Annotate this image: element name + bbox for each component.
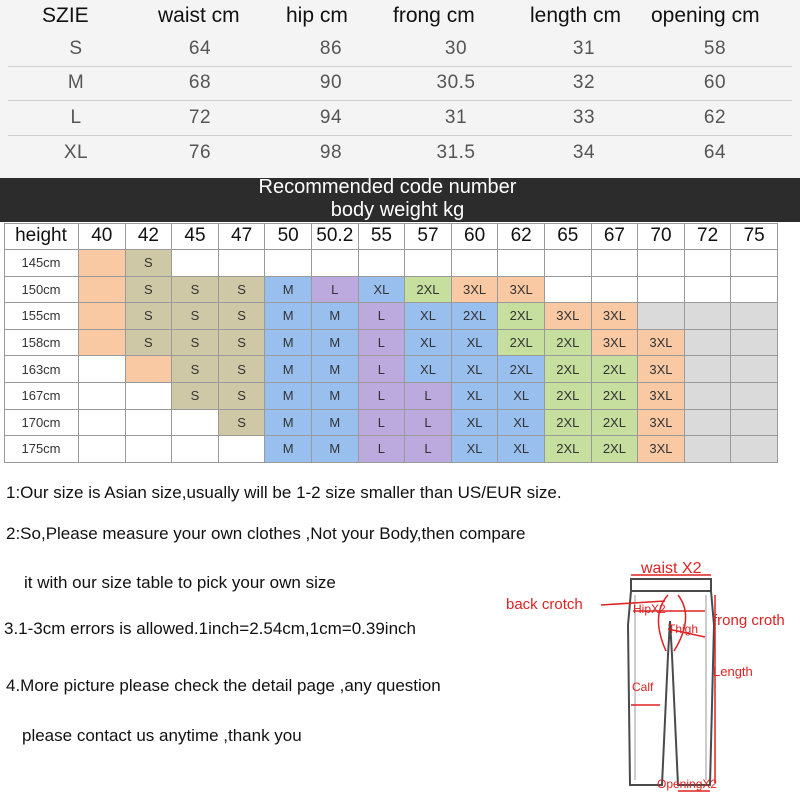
size-cell: XL — [452, 383, 499, 410]
size-cell: L — [405, 383, 452, 410]
size-cell: XL — [452, 356, 499, 383]
weight-header: 42 — [126, 223, 173, 250]
size-cell — [79, 277, 126, 304]
size-cell — [359, 250, 406, 277]
size-table — [0, 0, 800, 178]
height-row-label: 150cm — [4, 277, 79, 304]
opening-header: opening cm — [651, 4, 760, 27]
size-value: 76 — [188, 142, 212, 163]
size-cell: 2XL — [592, 356, 639, 383]
pants-outline-icon — [500, 555, 800, 800]
size-cell: 3XL — [452, 277, 499, 304]
size-cell — [79, 303, 126, 330]
size-value: 30 — [444, 38, 468, 59]
size-cell: M — [265, 330, 312, 357]
size-cell: L — [359, 356, 406, 383]
size-cell: 2XL — [545, 330, 592, 357]
size-cell: XL — [498, 410, 545, 437]
size-cell: S — [126, 303, 173, 330]
size-cell — [592, 277, 639, 304]
thigh-label: Thigh — [668, 622, 699, 636]
size-cell: XL — [452, 436, 499, 463]
size-cell: 3XL — [638, 356, 685, 383]
size-label: S — [69, 38, 83, 59]
size-value: 33 — [572, 107, 596, 128]
hip-header: hip cm — [286, 4, 348, 27]
size-cell: L — [359, 303, 406, 330]
size-cell: L — [359, 330, 406, 357]
height-row-label: 175cm — [4, 436, 79, 463]
weight-header: 45 — [172, 223, 219, 250]
size-cell: XL — [405, 356, 452, 383]
note-2-continued: it with our size table to pick your own size — [24, 573, 336, 592]
weight-header: 40 — [79, 223, 126, 250]
calf-label: Calf — [632, 680, 654, 694]
size-cell — [79, 436, 126, 463]
size-cell: M — [265, 303, 312, 330]
row-divider — [8, 135, 792, 136]
weight-header: 75 — [731, 223, 778, 250]
size-cell — [172, 410, 219, 437]
note-4-continued: please contact us anytime ,thank you — [22, 726, 302, 745]
size-cell — [638, 277, 685, 304]
size-cell: S — [172, 383, 219, 410]
note-1: 1:Our size is Asian size,usually will be 1-2 size smaller than US/EUR size. — [6, 483, 562, 502]
size-cell: XL — [405, 303, 452, 330]
size-cell — [685, 356, 732, 383]
size-cell: M — [265, 410, 312, 437]
size-cell: XL — [498, 383, 545, 410]
size-cell: 3XL — [592, 330, 639, 357]
waist-label: waist X2 — [641, 560, 702, 577]
size-cell: 2XL — [545, 383, 592, 410]
weight-header: 65 — [545, 223, 592, 250]
size-cell — [219, 436, 266, 463]
size-header: SZIE — [42, 4, 89, 27]
height-corner-label: height — [4, 223, 79, 250]
measurement-diagram — [500, 555, 800, 800]
size-cell — [685, 277, 732, 304]
size-cell — [79, 330, 126, 357]
weight-header: 70 — [638, 223, 685, 250]
size-cell: XL — [405, 330, 452, 357]
weight-header: 72 — [685, 223, 732, 250]
size-cell — [731, 330, 778, 357]
height-row-label: 167cm — [4, 383, 79, 410]
size-cell — [79, 410, 126, 437]
row-divider — [8, 100, 792, 101]
size-cell: S — [219, 303, 266, 330]
size-cell — [172, 250, 219, 277]
size-cell: 2XL — [498, 330, 545, 357]
size-value: 64 — [703, 142, 727, 163]
size-cell — [685, 330, 732, 357]
size-cell — [405, 250, 452, 277]
weight-header: 47 — [219, 223, 266, 250]
banner-title: Recommended code number — [258, 176, 517, 198]
size-cell: 2XL — [592, 383, 639, 410]
size-cell — [638, 303, 685, 330]
size-cell: M — [312, 436, 359, 463]
size-cell: M — [265, 277, 312, 304]
size-label: L — [70, 107, 82, 128]
size-value: 60 — [703, 72, 727, 93]
size-cell — [265, 250, 312, 277]
size-cell — [498, 250, 545, 277]
size-cell — [126, 383, 173, 410]
size-cell: S — [219, 330, 266, 357]
size-cell — [731, 303, 778, 330]
weight-header: 55 — [359, 223, 406, 250]
size-cell: 3XL — [638, 436, 685, 463]
weight-header: 60 — [452, 223, 499, 250]
size-cell: 3XL — [638, 410, 685, 437]
size-cell: M — [312, 356, 359, 383]
size-value: 30.5 — [436, 72, 476, 93]
size-value: 62 — [703, 107, 727, 128]
row-divider — [8, 66, 792, 67]
height-row-label: 163cm — [4, 356, 79, 383]
size-cell: 2XL — [592, 410, 639, 437]
size-cell: M — [312, 383, 359, 410]
size-cell: S — [126, 330, 173, 357]
size-value: 34 — [572, 142, 596, 163]
size-cell — [126, 436, 173, 463]
note-2: 2:So,Please measure your own clothes ,Not your Body,then compare — [6, 524, 526, 543]
size-value: 94 — [319, 107, 343, 128]
size-cell — [731, 250, 778, 277]
size-cell: 3XL — [545, 303, 592, 330]
size-cell: 2XL — [405, 277, 452, 304]
size-label: XL — [63, 142, 89, 163]
size-cell — [79, 383, 126, 410]
size-cell — [731, 277, 778, 304]
size-value: 31.5 — [436, 142, 476, 163]
size-value: 98 — [319, 142, 343, 163]
size-recommendation-grid — [4, 223, 778, 463]
size-cell: L — [359, 436, 406, 463]
size-cell: M — [265, 383, 312, 410]
size-cell: S — [219, 410, 266, 437]
size-value: 31 — [572, 38, 596, 59]
size-cell — [731, 356, 778, 383]
size-cell: 2XL — [545, 356, 592, 383]
size-cell — [126, 356, 173, 383]
weight-header: 67 — [592, 223, 639, 250]
frong-header: frong cm — [393, 4, 475, 27]
height-row-label: 155cm — [4, 303, 79, 330]
size-cell: XL — [452, 330, 499, 357]
height-row-label: 145cm — [4, 250, 79, 277]
size-cell: XL — [498, 436, 545, 463]
size-cell: 3XL — [638, 383, 685, 410]
size-cell — [172, 436, 219, 463]
length-label: Length — [713, 664, 753, 679]
banner-subtitle: body weight kg — [330, 199, 465, 221]
size-cell: M — [312, 330, 359, 357]
size-cell: 2XL — [452, 303, 499, 330]
size-value: 32 — [572, 72, 596, 93]
size-cell: 3XL — [638, 330, 685, 357]
size-cell — [79, 250, 126, 277]
size-cell: L — [359, 383, 406, 410]
size-cell: L — [312, 277, 359, 304]
size-cell — [638, 250, 685, 277]
size-value: 90 — [319, 72, 343, 93]
size-cell — [79, 356, 126, 383]
weight-header: 50.2 — [312, 223, 359, 250]
weight-header: 50 — [265, 223, 312, 250]
size-cell: 2XL — [592, 436, 639, 463]
size-cell: M — [265, 436, 312, 463]
weight-header: 57 — [405, 223, 452, 250]
size-cell: L — [359, 410, 406, 437]
size-cell: S — [126, 277, 173, 304]
size-cell: S — [219, 356, 266, 383]
size-cell — [685, 410, 732, 437]
size-cell — [219, 250, 266, 277]
front-crotch-label: frong croth — [713, 612, 785, 629]
note-3: 3.1-3cm errors is allowed.1inch=2.54cm,1cm=0.39inch — [4, 619, 416, 638]
size-cell: 2XL — [498, 356, 545, 383]
size-cell — [685, 383, 732, 410]
size-value: 58 — [703, 38, 727, 59]
size-cell: S — [219, 277, 266, 304]
size-cell: L — [405, 436, 452, 463]
size-cell: 2XL — [545, 410, 592, 437]
size-cell — [731, 436, 778, 463]
size-cell: 2XL — [545, 436, 592, 463]
size-cell: 2XL — [498, 303, 545, 330]
size-cell: S — [219, 383, 266, 410]
size-cell — [126, 410, 173, 437]
size-cell: S — [172, 356, 219, 383]
size-value: 31 — [444, 107, 468, 128]
weight-header: 62 — [498, 223, 545, 250]
size-cell: S — [172, 330, 219, 357]
length-header: length cm — [530, 4, 622, 27]
hip-label: HipX2 — [633, 602, 666, 616]
size-cell: S — [172, 277, 219, 304]
size-cell: L — [405, 410, 452, 437]
size-cell: S — [126, 250, 173, 277]
size-cell — [592, 250, 639, 277]
size-cell: S — [172, 303, 219, 330]
size-cell — [731, 410, 778, 437]
size-cell — [685, 303, 732, 330]
size-value: 86 — [319, 38, 343, 59]
size-cell: M — [312, 303, 359, 330]
opening-label: OpeningX2 — [657, 777, 718, 791]
size-cell — [545, 250, 592, 277]
height-row-label: 170cm — [4, 410, 79, 437]
size-cell: M — [312, 410, 359, 437]
size-value: 72 — [188, 107, 212, 128]
size-cell — [731, 383, 778, 410]
size-cell: XL — [452, 410, 499, 437]
recommendation-banner — [0, 178, 800, 222]
size-cell — [452, 250, 499, 277]
size-cell: XL — [359, 277, 406, 304]
size-label: M — [67, 72, 85, 93]
size-value: 68 — [188, 72, 212, 93]
size-cell: 3XL — [498, 277, 545, 304]
size-cell — [545, 277, 592, 304]
height-row-label: 158cm — [4, 330, 79, 357]
size-cell: M — [265, 356, 312, 383]
size-cell — [685, 250, 732, 277]
size-cell: 3XL — [592, 303, 639, 330]
size-cell — [312, 250, 359, 277]
size-value: 64 — [188, 38, 212, 59]
waist-header: waist cm — [158, 4, 240, 27]
back-crotch-label: back crotch — [506, 596, 583, 613]
size-cell — [685, 436, 732, 463]
note-4: 4.More picture please check the detail page ,any question — [6, 676, 441, 695]
